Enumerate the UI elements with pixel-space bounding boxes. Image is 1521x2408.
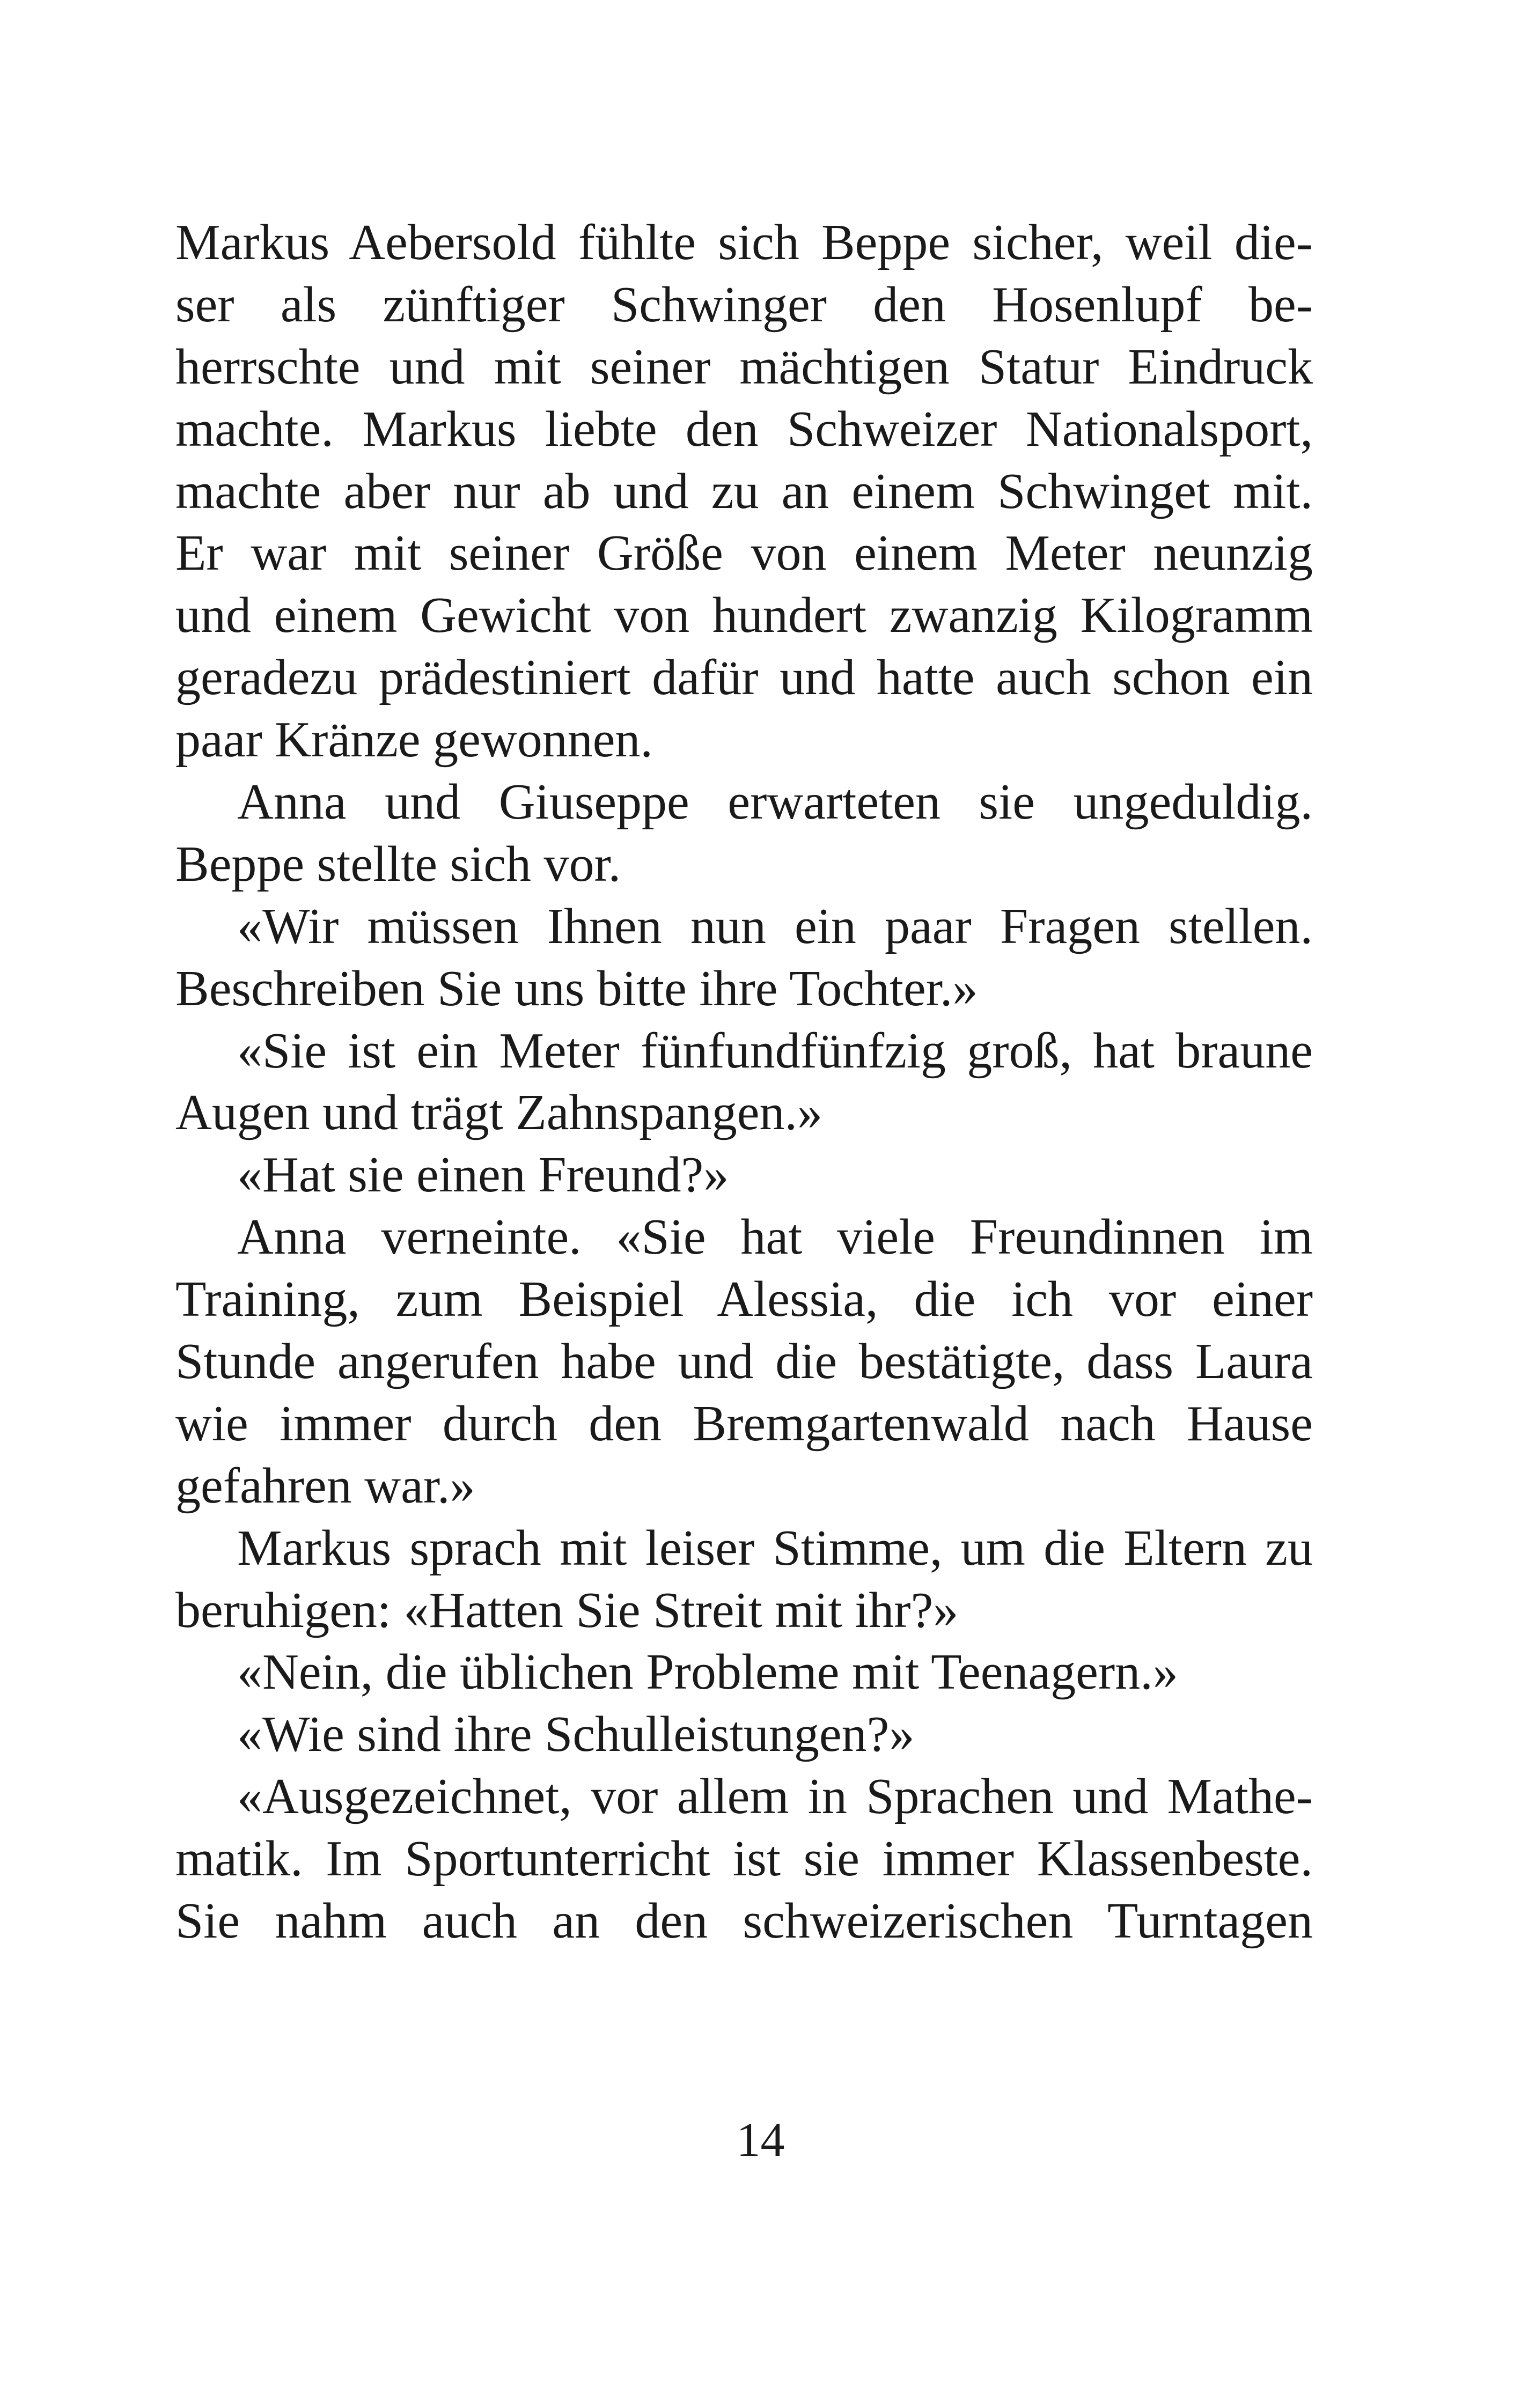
text-line: paar Kränze gewonnen. [175, 712, 653, 768]
text-line: beruhigen: «Hatten Sie Streit mit ihr?» [175, 1582, 959, 1638]
text-line: Stunde angerufen habe und die bestätigte, dass Laura [175, 1334, 1313, 1390]
text-line: herrschte und mit seiner mächtigen Statur Eindruck [175, 338, 1313, 395]
text-line: «Wir müssen Ihnen nun ein paar Fragen stellen. [237, 898, 1313, 954]
text-line: Beschreiben Sie uns bitte ihre Tochter.» [175, 960, 978, 1017]
page-number: 14 [736, 2114, 785, 2167]
text-line: matik. Im Sportunterricht ist sie immer Klassenbeste. [175, 1831, 1313, 1887]
text-line: Beppe stellte sich vor. [175, 836, 621, 892]
text-line: Sie nahm auch an den schweizerischen Turntagen [175, 1893, 1313, 1949]
text-line: machte aber nur ab und zu an einem Schwinget mit. [175, 463, 1313, 519]
text-line: Anna und Giuseppe erwarteten sie ungeduldig. [237, 774, 1313, 830]
text-line: geradezu prädestiniert dafür und hatte auch schon ein [175, 650, 1313, 706]
text-line: Markus sprach mit leiser Stimme, um die Eltern zu [237, 1520, 1313, 1576]
text-line: Er war mit seiner Größe von einem Meter neunzig [175, 525, 1313, 581]
text-line: «Ausgezeichnet, vor allem in Sprachen und Mathe- [237, 1769, 1313, 1825]
text-line: «Nein, die üblichen Probleme mit Teenagern.» [237, 1644, 1178, 1700]
text-line: machte. Markus liebte den Schweizer Nationalsport, [175, 401, 1313, 457]
text-line: Augen und trägt Zahnspangen.» [175, 1085, 823, 1141]
text-line: Anna verneinte. «Sie hat viele Freundinnen im [237, 1209, 1313, 1265]
text-line: «Sie ist ein Meter fünfundfünfzig groß, hat braune [237, 1022, 1313, 1079]
text-line: und einem Gewicht von hundert zwanzig Kilogramm [175, 587, 1313, 644]
text-line: «Hat sie einen Freund?» [237, 1147, 729, 1203]
text-line: gefahren war.» [175, 1457, 475, 1514]
text-line: Training, zum Beispiel Alessia, die ich vor einer [175, 1271, 1313, 1328]
text-line: «Wie sind ihre Schulleistungen?» [237, 1706, 915, 1763]
text-line: ser als zünftiger Schwinger den Hosenlupf be- [175, 276, 1313, 333]
text-line: Markus Aebersold fühlte sich Beppe sicher, weil die- [175, 215, 1313, 270]
body-text [175, 212, 1313, 1953]
text-line: wie immer durch den Bremgartenwald nach Hause [175, 1395, 1313, 1452]
